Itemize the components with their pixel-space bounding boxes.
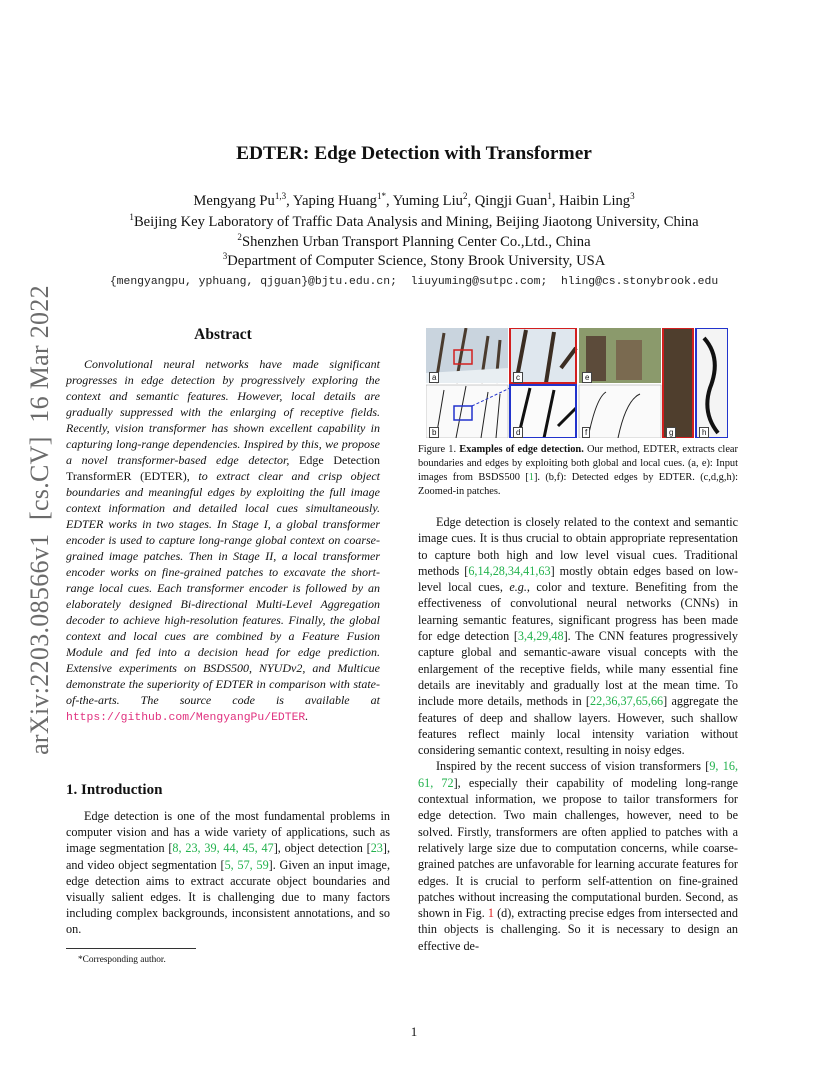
arxiv-id: arXiv:2203.08566v1 [cs.CV] 16 Mar 2022 xyxy=(25,285,54,755)
citation-link[interactable]: 8, 23, 39, 44, 45, 47 xyxy=(172,841,274,856)
citation-link[interactable]: 9, 16, 61, 72 xyxy=(418,759,739,790)
figure-1 xyxy=(426,328,728,438)
footnote: *Corresponding author. xyxy=(78,955,166,965)
abstract-body: Convolutional neural networks have made significant progresses in edge detection by progressively exploring the context and semantic features. However, local details are gradually suppressed with the enlarging of receptive fields. Recently, vision transformer has shown excellent capability in capturing long-range dependencies. Inspired by this, we propose a novel transformer-based edge detector, Edge Detection TransformER (EDTER), to extract clear and crisp object boundaries and meaningful edges by exploiting the full image context information and detailed local cues simultaneously. EDTER works in two stages. In Stage I, a global transformer encoder is used to capture long-range global context on coarse-grained image patches. Then in Stage II, a local transformer encoder works on fine-grained patches to excavate the short-range local cues. Each transformer encoder is followed by an elaborately designed Bi-directional Multi-Level Aggregation decoder to achieve high-resolution features. Finally, the global context and local cues are combined by a Feature Fusion Module and fed into a decision head for edge prediction. Extensive experiments on BSDS500, NYUDv2, and Multicue demonstrate the superiority of EDTER in comparison with state-of-the-arts. The source code is available at https://github.com/MengyangPu/EDTER. xyxy=(66,357,381,724)
caption-text: Our method, EDTER, extracts clear boundaries and edges by exploiting both global and local cues. (a, e): Input images from BSDS500 [ xyxy=(418,444,739,483)
author: , Haibin Ling xyxy=(551,193,631,209)
intro-text: Edge detection is one of the most fundamental problems in computer vision and has a wide variety of applications, such as image segmentation [ xyxy=(66,809,390,856)
caption-label: Figure 1. xyxy=(418,444,457,455)
body-text: Edge detection is closely related to the context and semantic image cues. It is thus crucial to obtain appropriate representation to capture both high and low level visual cues. Traditional methods [ xyxy=(418,515,738,578)
author-sup: 1 xyxy=(547,191,552,202)
abstract-emphasis: Edge Detection TransformER (EDTER), xyxy=(66,453,381,483)
author-sup: 1 xyxy=(376,191,382,202)
page-number: 1 xyxy=(410,1024,418,1039)
affiliation-text: Department of Computer Science, Stony Brook University, USA xyxy=(227,253,606,269)
body-paragraph xyxy=(418,758,738,954)
intro-text: ], and video object segmentation [ xyxy=(66,841,390,872)
author-emails: {mengyangpu, yphuang, qjguan}@bjtu.edu.cn; liuyuming@sutpc.com; hling@cs.stonybrook.edu xyxy=(109,276,719,288)
figure-panel-label: b xyxy=(429,427,439,438)
footnote-rule xyxy=(66,948,196,949)
author-sup: 2 xyxy=(462,191,468,202)
body-text: , color and texture. Benefiting from the effectiveness of convolutional neural networks (CNNs) in learning semantic features, significant progress has been made for edge detection [ xyxy=(418,580,738,644)
author-sup: 3 xyxy=(630,191,635,202)
intro-text: ]. Given an input image, edge detection aims to extract accurate object boundaries and visually salient edges. It is challenging due to many factors including complex backgrounds, inconsistent annotations, and so on. xyxy=(66,857,390,937)
affiliation-sup: 1 xyxy=(129,212,134,223)
author-sup: 1,3 xyxy=(274,191,287,202)
affiliation-sup: 3 xyxy=(222,251,228,262)
corresponding-mark: * xyxy=(381,191,387,202)
body-text: ], especially their capability of modeling long-range contextual information, we propose to tailor transformers for edge detection. Two main challenges, however, need to be solved. Firstly, transformers are often applied to patches with a relatively large size due to computation concerns, while coarse-grained patches are unfavorable for learning accurate features for edges. It is crucial to perform self-attention on fine-grained patches without increasing the computational burden. Second, as shown in Fig. xyxy=(418,775,739,921)
figure-1-caption xyxy=(418,443,738,499)
figure-panel-label: d xyxy=(513,427,523,438)
paper-title: EDTER: Edge Detection with Transformer xyxy=(236,143,592,164)
citation-link[interactable]: 1 xyxy=(528,472,534,483)
abstract-heading: Abstract xyxy=(194,326,252,343)
source-code-link[interactable]: https://github.com/MengyangPu/EDTER xyxy=(66,712,306,724)
abstract-text: Convolutional neural networks have made significant progresses in edge detection by progressively exploring the context and semantic features. However, local details are gradually suppressed with the enlarging of receptive fields. Recently, vision transformer has shown excellent capability in capturing long-range dependencies. Inspired by this, we propose a novel transformer-based edge detector, xyxy=(66,357,380,467)
right-column-body xyxy=(418,514,738,954)
caption-bold: Examples of edge detection. xyxy=(459,444,584,455)
arxiv-stamp xyxy=(24,280,56,760)
citation-link[interactable]: 3,4,29,48 xyxy=(517,629,564,644)
affiliation xyxy=(0,214,828,231)
figure-panel-label: g xyxy=(666,427,676,438)
affiliation-text: Beijing Key Laboratory of Traffic Data Analysis and Mining, Beijing Jiaotong University, China xyxy=(133,214,699,230)
body-text: Inspired by the recent success of vision transformers [ xyxy=(436,759,710,774)
citation-link[interactable]: 22,36,37,65,66 xyxy=(590,694,664,709)
body-text: ]. The CNN features progressively capture global and semantic-aware visual concepts with the enlargement of the receptive fields, while many essential fine details are inevitably and gradually lost at the mean time. To include more details, methods in [ xyxy=(418,629,739,709)
affiliation xyxy=(0,253,828,270)
author: Yuming Liu xyxy=(389,193,463,209)
intro-text: ], object detection [ xyxy=(273,841,371,856)
author: , Yaping Huang xyxy=(286,193,377,209)
affiliation-text: Shenzhen Urban Transport Planning Center Co.,Ltd., China xyxy=(241,234,591,250)
section-heading-introduction: 1. Introduction xyxy=(66,782,163,798)
citation-link[interactable]: 6,14,28,34,41,63 xyxy=(468,563,551,578)
figure-panel-label: a xyxy=(429,372,439,383)
caption-text: ]. (b,f): Detected edges by EDTER. (c,d,g,h): Zoomed-in patches. xyxy=(418,472,739,497)
body-text: (d), extracting precise edges from intersected and thin objects is challenging. So it is necessary to design an effective de- xyxy=(418,906,738,953)
author-list: Mengyang Pu$^{1,3}$, Yaping Huang$^{1*}$, Yuming Liu$^2$, Qingji Guan$^1$, Haibin Ling$^3$ xyxy=(193,191,635,209)
figure-1-image xyxy=(426,328,728,438)
figure-ref-link[interactable]: 1 xyxy=(487,906,494,921)
body-text: ] aggregate the features of deep and shallow layers. However, such shallow features reflect mainly local intensity variation without considering semantic context, resulting in noisy edges. xyxy=(418,694,738,758)
citation-link[interactable]: 5, 57, 59 xyxy=(224,857,269,872)
body-text: ] mostly obtain edges based on low-level local cues, xyxy=(418,563,738,595)
author: Mengyang Pu xyxy=(193,193,275,209)
figure-panel-label: c xyxy=(513,372,523,383)
figure-panel-label: h xyxy=(699,427,709,438)
intro-paragraph xyxy=(66,808,390,938)
figure-panel-label: e xyxy=(582,372,592,383)
affiliation-sup: 2 xyxy=(237,232,242,243)
affiliation xyxy=(0,234,828,251)
body-emphasis: e.g. xyxy=(509,580,527,595)
body-paragraph xyxy=(418,514,738,758)
abstract-text-2: to extract clear and crisp object boundaries and meaningful edges by exploiting the full image context information and detailed local cues simultaneously. EDTER works in two stages. In Stage I, a global transformer encoder is used to capture long-range global context on coarse-grained image patches. Then in Stage II, a local transformer encoder works on fine-grained patches to excavate the short-range local cues. Each transformer encoder is followed by an elaborately designed Bi-directional Multi-Level Aggregation decoder to achieve high-resolution features. Finally, the global context and local cues are combined by a Feature Fusion Module and fed into a decision head for edge prediction. Extensive experiments on BSDS500, NYUDv2, and Multicue demonstrate the superiority of EDTER in comparison with state-of-the-arts. The source code is available at xyxy=(66,469,380,707)
author: , Qingji Guan xyxy=(467,193,548,209)
figure-panel-label: f xyxy=(582,427,590,438)
citation-link[interactable]: 23 xyxy=(370,841,383,856)
